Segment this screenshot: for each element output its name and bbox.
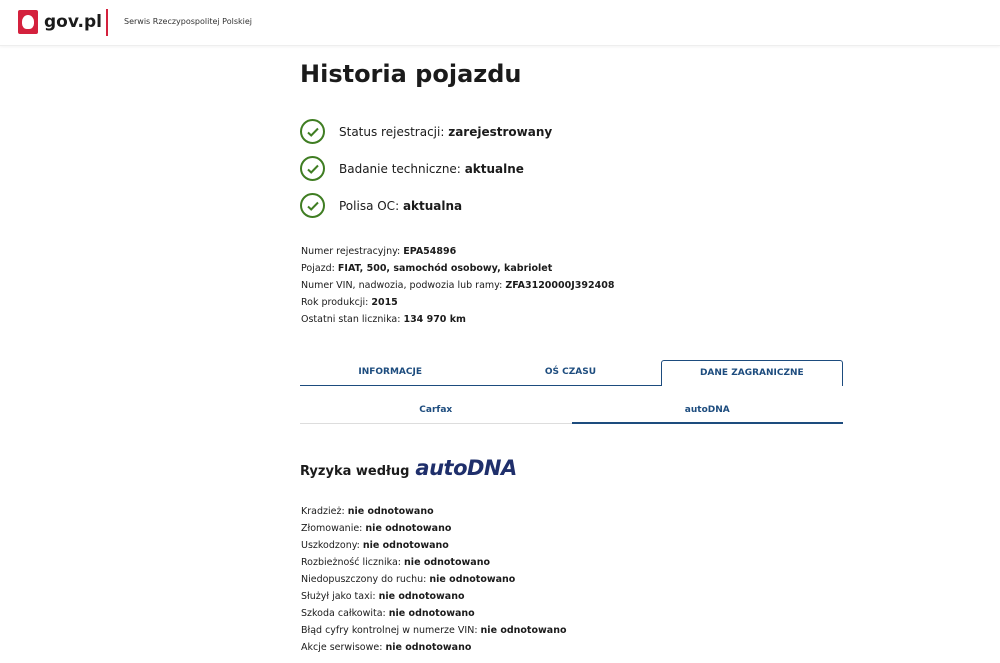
risks-list	[301, 503, 566, 656]
risk-row: Niedopuszczony do ruchu: nie odnotowano	[301, 574, 516, 585]
check-circle-icon	[300, 119, 325, 144]
risks-heading	[300, 456, 517, 480]
check-circle-icon	[300, 193, 325, 218]
detail-row: Ostatni stan licznika: 134 970 km	[301, 314, 466, 325]
page-title: Historia pojazdu	[300, 60, 522, 88]
risks-heading-text: Ryzyka według	[300, 464, 410, 479]
tab-oś-czasu[interactable]: OŚ CZASU	[480, 360, 660, 386]
tab-informacje[interactable]: INFORMACJE	[300, 360, 480, 386]
risk-row: Akcje serwisowe: nie odnotowano	[301, 642, 472, 653]
service-name: Serwis Rzeczypospolitej Polskiej	[124, 17, 252, 26]
risk-row: Kradzież: nie odnotowano	[301, 506, 434, 517]
header-divider	[106, 9, 108, 36]
tab-autodna[interactable]: autoDNA	[572, 398, 844, 424]
main-tabs	[300, 360, 843, 386]
site-header	[0, 0, 1000, 46]
status-item	[300, 119, 552, 144]
risk-row: Szkoda całkowita: nie odnotowano	[301, 608, 475, 619]
status-item	[300, 156, 524, 181]
detail-row: Numer VIN, nadwozia, podwozia lub ramy: ZFA3120000J392408	[301, 280, 615, 291]
gov-pl-logo[interactable]	[18, 10, 102, 34]
status-item	[300, 193, 462, 218]
status-text: Badanie techniczne: aktualne	[339, 161, 524, 176]
tab-carfax[interactable]: Carfax	[300, 398, 572, 424]
vehicle-details	[301, 243, 614, 328]
sub-tabs	[300, 398, 843, 424]
tab-dane-zagraniczne[interactable]: DANE ZAGRANICZNE	[661, 360, 843, 386]
status-text: Polisa OC: aktualna	[339, 198, 463, 213]
detail-row: Numer rejestracyjny: EPA54896	[301, 246, 457, 257]
risk-row: Służył jako taxi: nie odnotowano	[301, 591, 465, 602]
detail-row: Rok produkcji: 2015	[301, 297, 398, 308]
risk-row: Uszkodzony: nie odnotowano	[301, 540, 449, 551]
risk-row: Złomowanie: nie odnotowano	[301, 523, 452, 534]
check-circle-icon	[300, 156, 325, 181]
risk-row: Rozbieżność licznika: nie odnotowano	[301, 557, 490, 568]
autodna-logo: autoDNA	[415, 456, 517, 480]
polish-emblem-icon	[18, 10, 38, 34]
detail-row: Pojazd: FIAT, 500, samochód osobowy, kabriolet	[301, 263, 553, 274]
risk-row: Błąd cyfry kontrolnej w numerze VIN: nie odnotowano	[301, 625, 567, 636]
status-text: Status rejestracji: zarejestrowany	[339, 124, 553, 139]
logo-text: gov.pl	[44, 12, 102, 32]
